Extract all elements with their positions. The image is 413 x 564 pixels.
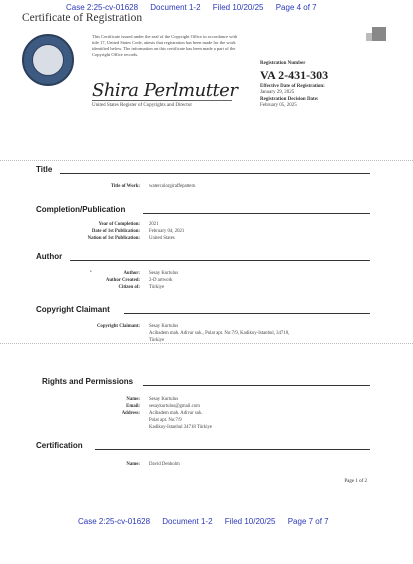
effective-date-label: Effective Date of Registration:	[260, 84, 325, 89]
rights-address-label: Address:	[121, 411, 140, 416]
court-header	[66, 3, 327, 12]
year-completion: 2021	[149, 222, 159, 227]
date-publication-label: Date of 1st Publication:	[91, 229, 140, 234]
rights-name-label: Name:	[126, 397, 140, 402]
section-rule	[124, 313, 370, 314]
author-label: Author:	[123, 271, 140, 276]
copyright-office-seal-icon	[22, 34, 74, 86]
claimant-label: Copyright Claimant:	[96, 324, 140, 329]
section-rights-heading: Rights and Permissions	[42, 377, 134, 386]
author-name: Sesay Kurtulus	[149, 271, 179, 276]
title-of-work-label: Title of Work:	[110, 184, 140, 189]
year-completion-label: Year of Completion:	[98, 222, 140, 227]
page-divider	[0, 160, 413, 161]
rights-address-line3: Kadikoy-Istanbul 34718 Türkiye	[149, 425, 213, 430]
footer-filed: Filed 10/20/25	[224, 517, 276, 526]
header-filed: Filed 10/20/25	[212, 3, 264, 12]
section-claimant-heading: Copyright Claimant	[36, 305, 110, 314]
decision-date-label: Registration Decision Date:	[260, 97, 319, 102]
registration-number-label: Registration Number	[260, 61, 306, 66]
nation-publication: United States	[149, 236, 175, 241]
certificate-title: Certificate of Registration	[22, 12, 143, 24]
claimant-address: Acibadem mah. Adivar sok., Polat apt. No:7/9, Kadikoy-Istanbul, 34718,	[149, 331, 290, 336]
header-document: Document 1-2	[150, 3, 201, 12]
author-created: 2-D artwork	[149, 278, 173, 283]
rights-name: Sesay Kurtulus	[149, 397, 179, 402]
rights-email-label: Email:	[126, 404, 140, 409]
corner-mark-icon	[372, 27, 386, 41]
decision-date: February 05, 2025	[260, 103, 297, 108]
claimant-name: Sesay Kurtulus	[149, 324, 179, 329]
rights-address-line1: Acibadem mah. Adivar sok.	[149, 411, 203, 416]
header-case: Case 2:25-cv-01628	[66, 3, 139, 12]
claimant-country: Türkiye	[149, 338, 165, 343]
page-divider	[0, 343, 413, 344]
rights-email: sesaykurtulus@gmail.com	[149, 404, 200, 409]
citizen-label: Citizen of:	[118, 285, 140, 290]
citizen: Türkiye	[149, 285, 165, 290]
author-bullet-icon: •	[90, 270, 92, 275]
section-rule	[95, 449, 370, 450]
register-signature: Shira Perlmutter	[92, 80, 238, 101]
nation-publication-label: Nation of 1st Publication:	[87, 236, 140, 241]
signature-caption: United States Register of Copyrights and Director	[92, 103, 192, 108]
registration-number: VA 2-431-303	[260, 68, 329, 82]
footer-page: Page 7 of 7	[287, 517, 329, 526]
signature-line	[92, 100, 232, 101]
certificate-intro: This Certificate issued under the seal of the Copyright Office in accordance with title 17, United States Code, attests that registration has been made for the work identified below. The information on this certificate has been made a part of the Copyright Office records.	[92, 34, 238, 57]
title-of-work: watercolorgiraffepattern	[149, 184, 196, 189]
section-rule	[70, 260, 370, 261]
date-publication: February 04, 2021	[149, 229, 185, 234]
section-completion-heading: Completion/Publication	[36, 205, 126, 214]
certification-name-label: Name:	[126, 462, 140, 467]
header-page: Page 4 of 7	[275, 3, 317, 12]
certification-name: David Denholm	[149, 462, 180, 467]
court-footer	[78, 517, 339, 526]
author-created-label: Author Created:	[105, 278, 140, 283]
footer-case: Case 2:25-cv-01628	[78, 517, 151, 526]
footer-document: Document 1-2	[162, 517, 213, 526]
section-rule	[143, 385, 370, 386]
section-author-heading: Author	[36, 252, 63, 261]
certificate-page-number: Page 1 of 2	[344, 479, 367, 484]
section-rule	[60, 173, 370, 174]
section-title-heading: Title	[36, 165, 53, 174]
section-rule	[143, 213, 370, 214]
rights-address-line2: Polat apt. No:7/9	[149, 418, 182, 423]
effective-date: January 29, 2025	[260, 90, 295, 95]
section-certification-heading: Certification	[36, 441, 83, 450]
